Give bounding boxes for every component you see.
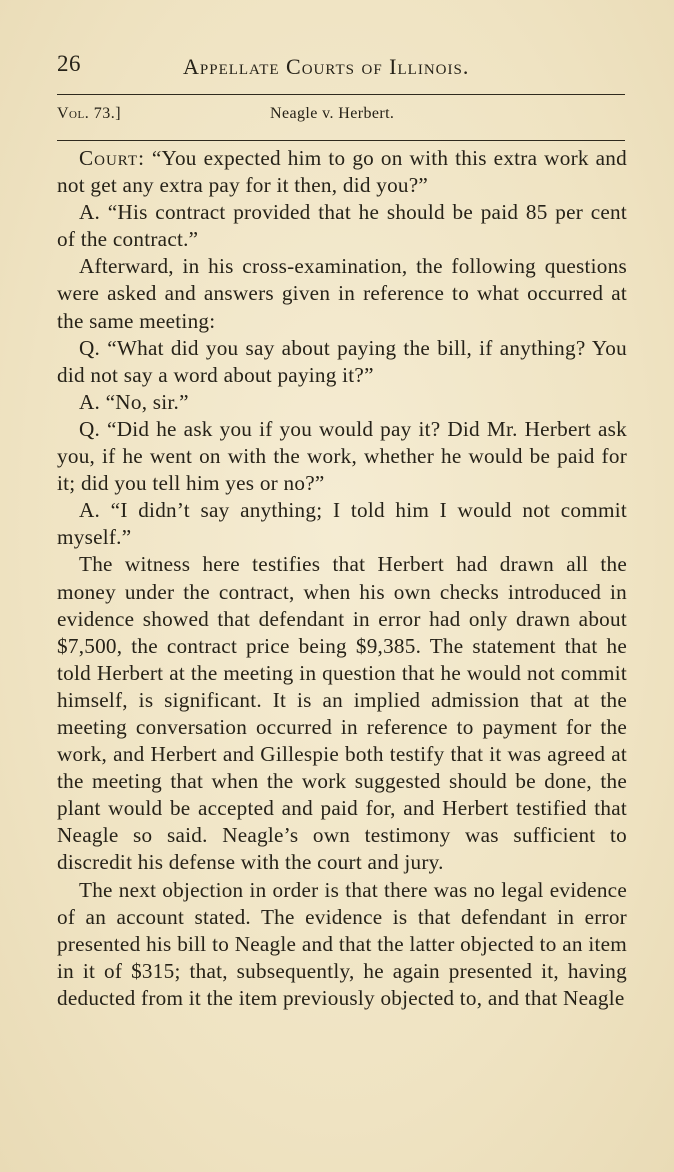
volume-label: Vol. 73.] [57, 105, 122, 122]
paragraph-answer-commit: A. “I didn’t say anything; I told him I would not commit myself.” [57, 498, 627, 550]
paragraph-text: “You expected him to go on with this extra work and not get any extra pay for it then, did you?” [57, 146, 627, 198]
body-text [57, 145, 627, 1012]
paragraph-answer-no: A. “No, sir.” [79, 389, 189, 414]
page-header [57, 47, 627, 87]
header-rule-top [57, 94, 625, 95]
page-number: 26 [57, 51, 81, 76]
paragraph-witness-testimony: The witness here testifies that Herbert had drawn all the money under the contract, when his own checks introduced in evidence showed that defendant in error had only drawn about $7,500, the contract price being $9,385. The statement that he told Herbert at the meeting in question that he would not commit himself, is significant. It is an implied admission that at the meeting conversation occurred in reference to payment for the work, and Herbert and Gillespie both testify that it was agreed at the meeting that when the work suggested should be done, the plant would be accepted and paid for, and Herbert testified that Neagle so said. Neagle’s own testimony was sufficient to discredit his defense with the court and jury. [57, 552, 627, 875]
paragraph-question-ask: Q. “Did he ask you if you would pay it? Did Mr. Herbert ask you, if he went on with the work, whether he would be paid for it; did you tell him yes or no?” [57, 416, 627, 496]
paragraph-question-paying: Q. “What did you say about paying the bill, if anything? You did not say a word about paying it?” [57, 335, 627, 387]
paragraph-account-stated: The next objection in order is that there was no legal evidence of an account stated. The evidence is that defendant in error presented his bill to Neagle and that the latter objected to an item in it of $315; that, subsequently, he again presented it, having deducted from it the item previously objected to, and that Neagle [57, 877, 627, 1010]
paragraph-answer-contract: A. “His contract provided that he should be paid 85 per cent of the contract.” [57, 200, 627, 252]
paragraph-cross-examination: Afterward, in his cross-examination, the following questions were asked and answers given in reference to what occurred at the same meeting: [57, 254, 627, 333]
header-rule-bottom [57, 140, 625, 141]
case-subheader [57, 103, 625, 129]
court-label: Court: [79, 146, 145, 170]
running-head: Appellate Courts of Illinois. [183, 54, 470, 79]
case-title: Neagle v. Herbert. [270, 105, 395, 122]
paragraph-court-question [57, 145, 627, 199]
